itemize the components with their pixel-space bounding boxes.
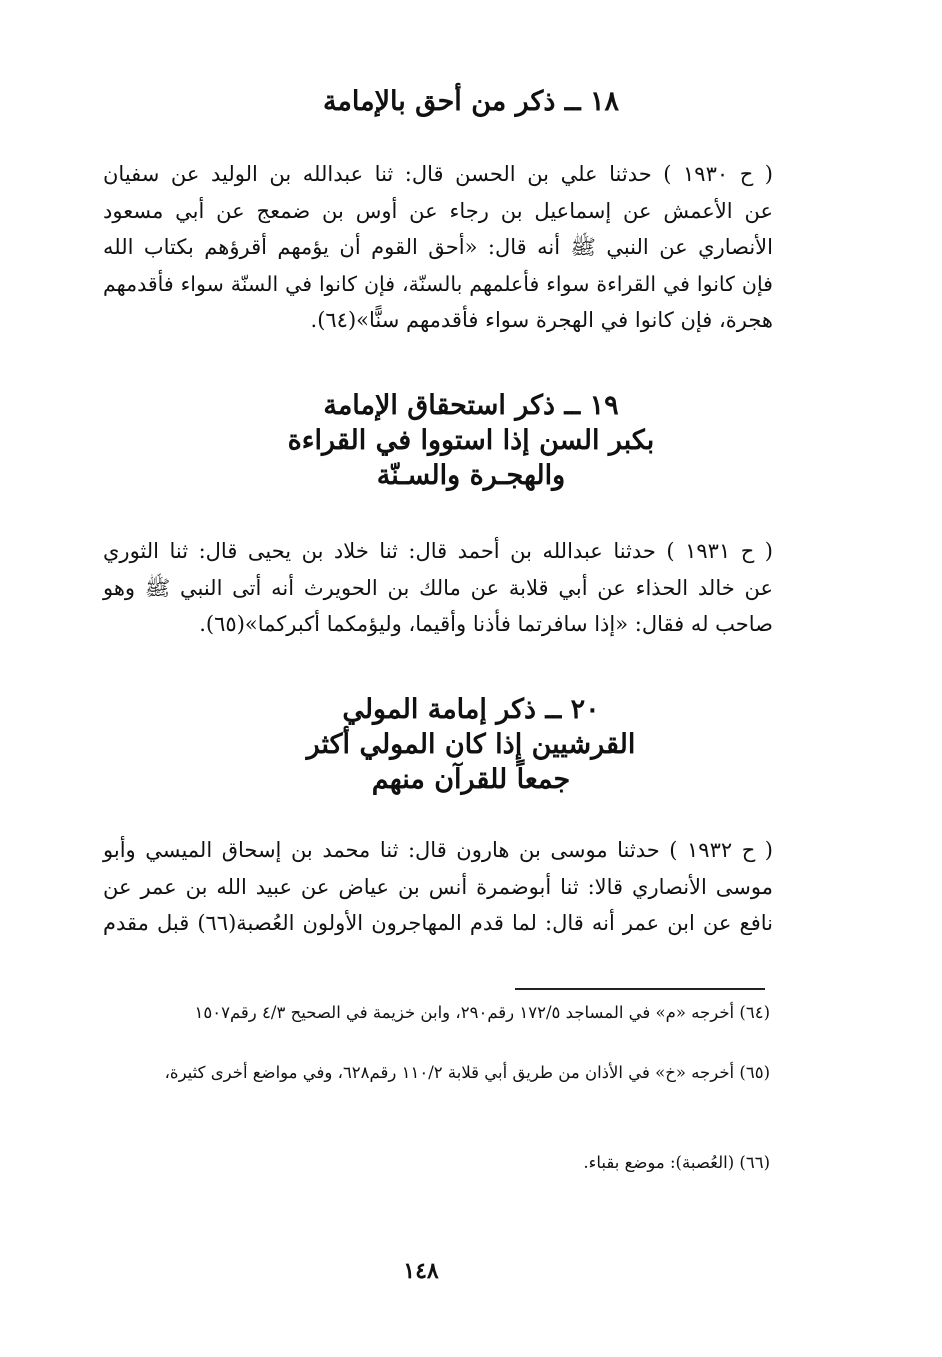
heading-line: ١٩ ــ ذكر استحقاق الإمامة bbox=[323, 390, 619, 421]
paragraph-line: صاحب له فقال: «إذا سافرتما فأذنا وأقيما، وليؤمكما أكبركما»(٦٥). bbox=[199, 612, 773, 636]
heading-line: جمعاً للقرآن منهم bbox=[371, 764, 571, 795]
footnote-line: (٦٦) (العُصبة): موضع بقباء. bbox=[583, 1153, 770, 1172]
heading-line: ١٨ ــ ذكر من أحق بالإمامة bbox=[322, 86, 620, 117]
section-heading-18 bbox=[100, 84, 842, 119]
footnotes bbox=[100, 998, 770, 1178]
paragraph-line: ( ح ١٩٣٢ ) حدثنا موسى بن هارون قال: ثنا محمد بن إسحاق الميسي وأبو bbox=[103, 838, 773, 862]
paragraph-line: ( ح ١٩٣١ ) حدثنا عبدالله بن أحمد قال: ثنا خلاد بن يحيى قال: ثنا الثوري bbox=[103, 539, 773, 563]
paragraph-line: فإن كانوا في القراءة سواء فأعلمهم بالسنّة، فإن كانوا في السنّة سواء فأقدمهم bbox=[103, 271, 773, 296]
hadith-paragraph-1932 bbox=[103, 832, 773, 942]
footnote-65 bbox=[100, 1058, 770, 1148]
paragraph-line: موسى الأنصاري قالا: ثنا أبوضمرة أنس بن عياض عن عبيد الله بن عمر عن bbox=[103, 874, 773, 899]
footnote-line bbox=[100, 1118, 770, 1148]
paragraph-line: ( ح ١٩٣٠ ) حدثنا علي بن الحسن قال: ثنا عبدالله بن الوليد عن سفيان bbox=[103, 162, 773, 186]
section-heading-19 bbox=[100, 388, 842, 493]
heading-line: والهجـرة والسـنّة bbox=[376, 460, 566, 491]
hadith-paragraph-1930 bbox=[103, 156, 773, 339]
page-number: ١٤٨ bbox=[403, 1258, 439, 1284]
footnote-line bbox=[100, 1028, 770, 1058]
paragraph-line: هجرة، فإن كانوا في الهجرة سواء فأقدمهم سنًّا»(٦٤). bbox=[310, 308, 773, 332]
heading-line: ٢٠ ــ ذكر إمامة المولي bbox=[342, 694, 600, 725]
footnote-line: (٦٥) أخرجه «خ» في الأذان من طريق أبي قلابة ١١٠/٢ رقم٦٢٨، وفي مواضع أخرى كثيرة، bbox=[164, 1063, 770, 1082]
footnote-line: (٦٤) أخرجه «م» في المساجد ١٧٢/٥ رقم٢٩٠، وابن خزيمة في الصحيح ٤/٣ رقم١٥٠٧ bbox=[194, 1003, 770, 1022]
footnote-line bbox=[100, 1088, 770, 1118]
paragraph-line: الأنصاري عن النبي ﷺ أنه قال: «أحق القوم أن يؤمهم أقرؤهم بكتاب الله bbox=[103, 235, 773, 259]
footnote-separator bbox=[515, 988, 765, 990]
paragraph-line: نافع عن ابن عمر أنه قال: لما قدم المهاجرون الأولون العُصبة(٦٦) قبل مقدم bbox=[103, 911, 773, 935]
heading-line: بكبر السن إذا استووا في القراءة bbox=[287, 425, 655, 456]
footnote-64 bbox=[100, 998, 770, 1058]
paragraph-line: عن الأعمش عن إسماعيل بن رجاء عن أوس بن ضمعج عن أبي مسعود bbox=[103, 198, 773, 223]
heading-line: القرشيين إذا كان المولي أكثر bbox=[306, 729, 636, 760]
footnote-66 bbox=[100, 1148, 770, 1178]
paragraph-line: عن خالد الحذاء عن أبي قلابة عن مالك بن الحويرث أنه أتى النبي ﷺ وهو bbox=[103, 575, 773, 600]
section-heading-20 bbox=[100, 692, 842, 797]
hadith-paragraph-1931 bbox=[103, 533, 773, 643]
